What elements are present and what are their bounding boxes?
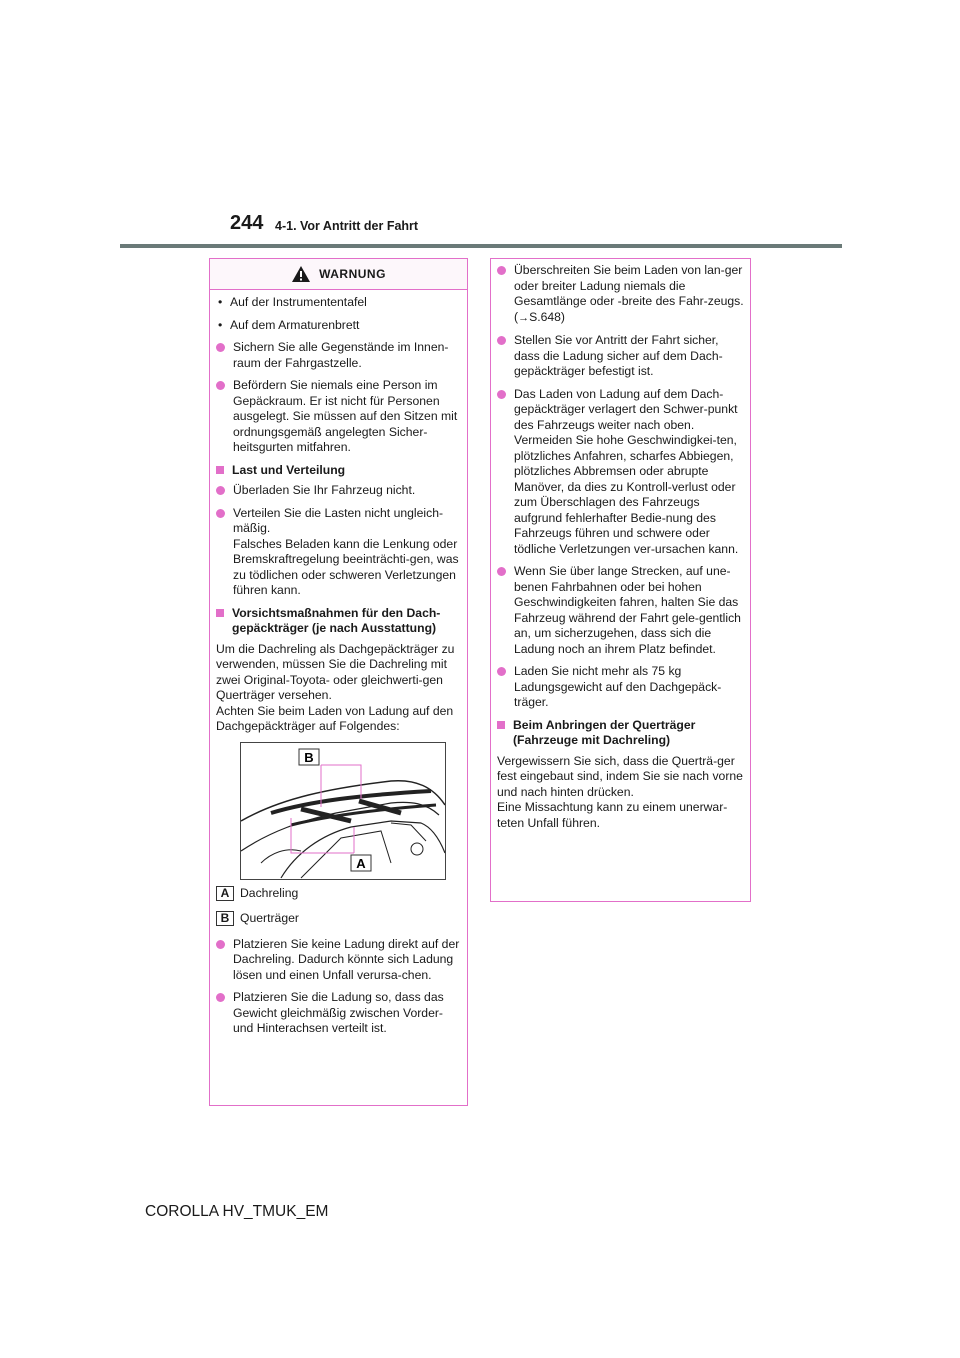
list-item: Sichern Sie alle Gegenstände im Innen-raum der Fahrgastzelle. (216, 340, 461, 371)
list-item: Laden Sie nicht mehr als 75 kg Ladungsgewicht auf den Dachgepäck-träger. (497, 664, 744, 711)
roof-rack-illustration (240, 742, 446, 880)
list-item: Überschreiten Sie beim Laden von lan-ger oder breiter Ladung niemals die Gesamtlänge oder -breite des Fahr-zeugs. (→S.648) (497, 263, 744, 326)
list-item: Platzieren Sie keine Ladung direkt auf der Dachreling. Dadurch könnte sich Ladung lösen und einen Unfall verursa-chen. (216, 937, 461, 984)
list-item: • Auf der Instrumententafel (218, 295, 367, 309)
warning-box-continued (490, 258, 751, 902)
list-item: Platzieren Sie die Ladung so, dass das Gewicht gleichmäßig zwischen Vorder- und Hinterachsen verteilt ist. (216, 990, 461, 1037)
section-title: 4-1. Vor Antritt der Fahrt (275, 219, 419, 233)
arrow-right-icon: → (518, 311, 530, 324)
warning-triangle-icon (291, 265, 311, 283)
legend-text: Querträger (240, 911, 299, 925)
list-item: Verteilen Sie die Lasten nicht ungleich-mäßig. Falsches Beladen kann die Lenkung oder Bremskraftregelung beeinträchti-gen, was zu tödlichen oder schweren Verletzungen führen kann. (216, 506, 461, 599)
list-item: Stellen Sie vor Antritt der Fahrt sicher, dass die Ladung sicher auf dem Dach-gepäckträger befestigt ist. (497, 333, 744, 380)
legend-badge: A (216, 886, 234, 901)
warning-box (209, 258, 468, 1106)
subheading: Beim Anbringen der Querträger (Fahrzeuge mit Dachreling) (497, 718, 744, 749)
paragraph: Vergewissern Sie sich, dass die Querträ-ger fest eingebaut sind, indem Sie sie nach vorne und nach hinten drücken. Eine Missachtung kann zu einem unerwar-teten Unfall führen. (497, 753, 743, 830)
page-reference-link[interactable]: S.648) (529, 309, 565, 324)
car-roof-drawing (241, 743, 445, 879)
paragraph: Um die Dachreling als Dachgepäckträger zu verwenden, müssen Sie die Dachreling mit zwei Original-Toyota- oder gleichwerti-gen Querträger versehen. Achten Sie beim Laden von Ladung auf den Dachgepäckträger auf Folgendes: (216, 641, 455, 733)
subheading: Vorsichtsmaßnahmen für den Dach-gepäckträger (je nach Ausstattung) (216, 606, 461, 637)
legend-item-b (216, 911, 461, 927)
list-item: Befördern Sie niemals eine Person im Gepäckraum. Er ist nicht für Personen ausgelegt. Sie müssen auf den Sitzen mit ordnungsgemäß angelegten Sicher-heitsgurten mitfahren. (216, 378, 461, 456)
figure-label-b: B (304, 749, 314, 765)
legend-badge: B (216, 911, 234, 926)
warning-header (210, 259, 467, 290)
list-item: Überladen Sie Ihr Fahrzeug nicht. (216, 483, 461, 499)
legend-text: Dachreling (240, 885, 299, 900)
header-rule (120, 244, 842, 248)
page-number: 244 (230, 212, 264, 234)
list-item: Das Laden von Ladung auf dem Dach-gepäckträger verlagert den Schwer-punkt des Fahrzeugs weiter nach oben. Vermeiden Sie hohe Geschwindigkei-ten, plötzliches Anfahren, scharfes Abbiegen, plötzliches Abbremsen oder abrupte Manöver, da dies zu Kontroll-verlust oder zum Überschlagen des Fahrzeugs aufgrund fehlerhafter Bedie-nung des Fahrzeugs führen und schwere oder tödliche Verletzungen ver-ursachen kann. (497, 387, 744, 558)
footer-model: COROLLA HV_TMUK_EM (145, 1203, 329, 1220)
figure-label-a: A (356, 855, 366, 871)
legend-item-a (216, 886, 461, 902)
subheading: Last und Verteilung (216, 463, 461, 479)
list-item: • Auf dem Armaturenbrett (218, 317, 360, 332)
list-item: Wenn Sie über lange Strecken, auf une-benen Fahrbahnen oder bei hohen Geschwindigkeiten fahren, halten Sie das Fahrzeug während der Fahrt gele-gentlich an, um sicherzugehen, dass sich die Ladung noch an ihrem Platz befindet. (497, 564, 744, 657)
warning-title: WARNUNG (319, 267, 386, 281)
